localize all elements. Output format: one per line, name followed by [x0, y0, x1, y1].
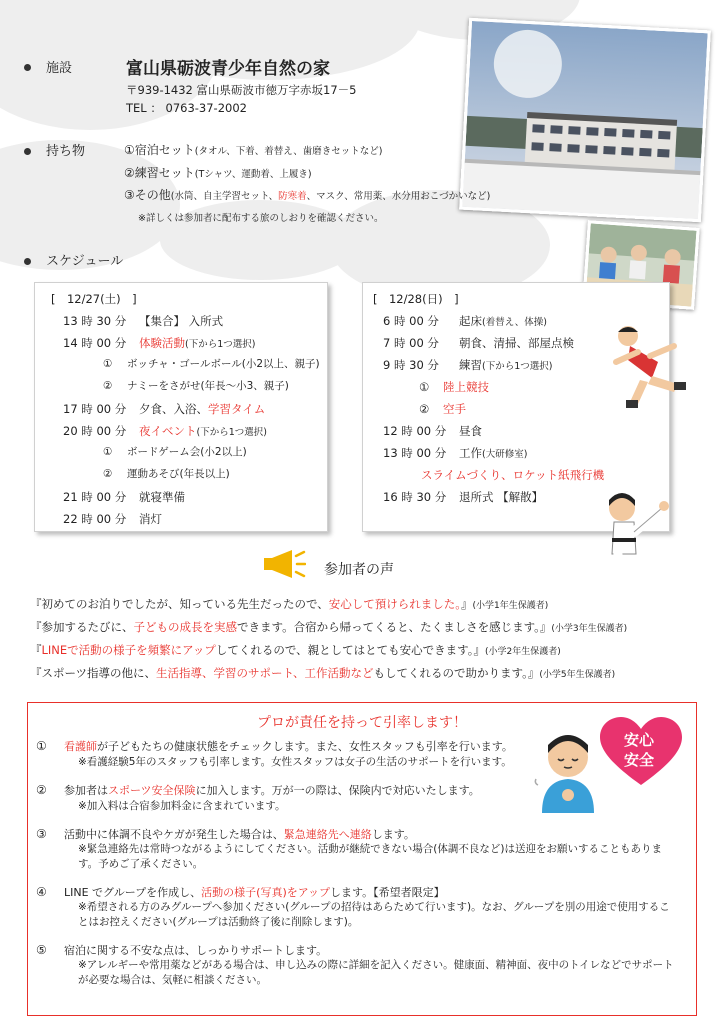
bullet-icon: [24, 64, 31, 71]
item-detail: 、マスク、常用薬、水分用おこづかいなど): [306, 191, 491, 202]
option-text: 陸上競技: [443, 380, 489, 394]
megaphone-icon: [258, 546, 306, 582]
voice-text: もしてくれるので助かります。』: [373, 666, 540, 680]
item-detail: (水筒、自主学習セット、: [170, 191, 279, 202]
day2-row-4: [383, 423, 482, 439]
item-text: に加入します。万が一の際は、保険内で対応いたします。: [195, 784, 480, 797]
item-text: 宿泊に関する不安な点は、しっかりサポートします。: [64, 944, 328, 957]
option-text: ボッチャ・ゴールボール(小2以上、親子): [127, 358, 320, 370]
voice-text: 『初めてのお泊りでしたが、知っている先生だったので、: [30, 597, 329, 611]
activity-note: (着替え、体操): [482, 317, 547, 328]
voices-title: 参加者の声: [324, 562, 394, 578]
day1-option: [103, 356, 320, 371]
activity-note: (下から1つ選択): [185, 339, 256, 350]
safety-item-3: [36, 827, 686, 875]
item-highlight: スポーツ安全保険: [108, 784, 196, 797]
item-note: ※緊急連絡先は常時つながるようにしてください。活動が継続できない場合(体調不良など)は送迎をお願いすることもあります。予めご了承ください。: [78, 843, 662, 870]
activity: 消灯: [139, 512, 162, 526]
schedule-label: スケジュール: [46, 254, 124, 269]
item-main: ②練習セット: [124, 166, 195, 180]
facility-photo: [459, 18, 711, 222]
voice-highlight: 安心して預けられました。: [328, 597, 462, 611]
day1-row-6: [63, 511, 162, 527]
day1-row-5: [63, 489, 185, 505]
option-number: ②: [419, 402, 430, 416]
option-number: ①: [419, 380, 430, 394]
option-text: 運動あそび(年長以上): [127, 468, 230, 480]
voice-author: (小学3年生保護者): [551, 624, 628, 634]
day2-option: [419, 401, 466, 417]
voice-2: [30, 619, 627, 635]
day1-option: [103, 444, 247, 459]
item-highlight: 看護師: [64, 740, 97, 753]
voice-highlight: 子どもの成長を実感: [133, 620, 237, 634]
belongings-item-1: [124, 141, 383, 158]
activity: 夕食、入浴、: [139, 402, 208, 416]
time: 9 時 30 分: [383, 358, 439, 372]
item-main: ①宿泊セット: [124, 143, 195, 157]
belongings-item-2: [124, 164, 312, 181]
item-highlight: 緊急連絡先へ連絡: [283, 828, 372, 841]
voice-text: 『スポーツ指導の他に、: [30, 666, 157, 680]
item-number: ③: [36, 827, 47, 841]
activity: 昼食: [459, 424, 482, 438]
activity: 【集合】 入所式: [139, 314, 224, 328]
option-number: ②: [103, 468, 113, 480]
schedule-day1-box: [34, 282, 328, 532]
facility-name: 富山県砺波青少年自然の家: [126, 59, 330, 79]
safety-item-5: [36, 943, 686, 991]
safety-box: [27, 702, 697, 1016]
item-text: します。【希望者限定】: [329, 886, 445, 899]
time: 13 時 30 分: [63, 314, 127, 328]
bullet-icon: [24, 258, 31, 265]
day1-row-2: [63, 335, 255, 351]
voice-4: [30, 665, 615, 681]
time: 14 時 00 分: [63, 336, 127, 350]
item-text: します。: [371, 828, 415, 841]
bullet-icon: [24, 148, 31, 155]
voice-text: 』: [461, 597, 473, 611]
day2-row-1: [383, 313, 547, 329]
day2-craft-detail: スライムづくり、ロケット紙飛行機: [421, 468, 605, 482]
activity-highlight: 学習タイム: [208, 402, 266, 416]
belongings-item-3: [124, 186, 490, 203]
time: 20 時 00 分: [63, 424, 127, 438]
activity-note: (大研修室): [482, 449, 528, 460]
safety-item-4: [36, 885, 686, 933]
item-number: ①: [36, 739, 47, 753]
activity-highlight: 体験活動: [139, 336, 185, 350]
item-detail-highlight: 防寒着: [278, 191, 307, 202]
day2-row-5: [383, 445, 527, 461]
activity-note: (下から1つ選択): [196, 427, 267, 438]
day1-header: [ 12/27(土) ]: [51, 292, 137, 306]
voice-text: できます。合宿から帰ってくると、たくましさを感じます。』: [237, 620, 552, 634]
day2-row-2: [383, 335, 574, 351]
activity: 工作: [459, 446, 482, 460]
activity-highlight: 夜イベント: [139, 424, 197, 438]
day2-row-6: [383, 489, 543, 505]
item-number: ④: [36, 885, 47, 899]
belongings-note: ※詳しくは参加者に配布する旅のしおりを確認ください。: [138, 213, 384, 224]
runner-illustration: [608, 322, 700, 410]
building-image: [462, 21, 707, 219]
item-number: ②: [36, 783, 47, 797]
time: 6 時 00 分: [383, 314, 439, 328]
item-note: ※加入料は合宿参加料金に含まれています。: [78, 800, 286, 812]
activity-note: (下から1つ選択): [482, 361, 553, 372]
time: 7 時 00 分: [383, 336, 439, 350]
option-text: ボードゲーム会(小2以上): [127, 446, 247, 458]
time: 16 時 30 分: [383, 490, 447, 504]
day1-option: [103, 466, 230, 481]
activity: 練習: [459, 358, 482, 372]
facility-tel: TEL ： 0763-37-2002: [126, 101, 247, 115]
badge-text-2: 安全: [624, 751, 655, 769]
item-note: ※看護経験5年のスタッフも引率します。女性スタッフは女子の生活のサポートを行います。: [78, 756, 512, 768]
item-text: LINE でグループを作成し、: [64, 886, 202, 899]
voice-author: (小学5年生保護者): [539, 670, 616, 680]
day2-option: [419, 379, 489, 395]
voice-highlight: LINEで活動の様子を頻繁にアップ: [41, 643, 216, 657]
day1-row-1: [63, 313, 223, 329]
badge-text-1: 安心: [624, 731, 655, 749]
option-text: ナミーをさがせ(年長～小3、親子): [127, 380, 289, 392]
item-text: 参加者は: [64, 784, 108, 797]
time: 12 時 00 分: [383, 424, 447, 438]
activity: 起床: [459, 314, 482, 328]
item-detail: (Tシャツ、運動着、上履き): [194, 169, 312, 180]
option-text: 空手: [443, 402, 466, 416]
time: 13 時 00 分: [383, 446, 447, 460]
voice-text: 『参加するたびに、: [30, 620, 134, 634]
voice-author: (小学2年生保護者): [484, 647, 561, 657]
voice-1: [30, 596, 548, 612]
karate-illustration: [600, 488, 670, 580]
day2-header: [ 12/28(日) ]: [373, 292, 459, 306]
item-main: ③その他: [124, 188, 171, 202]
time: 21 時 00 分: [63, 490, 127, 504]
voice-author: (小学1年生保護者): [472, 601, 549, 611]
time: 22 時 00 分: [63, 512, 127, 526]
activity: 朝食、清掃、部屋点検: [459, 336, 574, 350]
item-highlight: 活動の様子(写真)をアップ: [201, 886, 330, 899]
voice-highlight: 生活指導、学習のサポート、工作活動など: [156, 666, 374, 680]
item-text: 活動中に体調不良やケガが発生した場合は、: [64, 828, 284, 841]
day1-row-3: [63, 401, 265, 417]
facility-label: 施設: [46, 61, 73, 76]
facility-address: 〒939-1432 富山県砺波市徳万字赤坂17－5: [126, 83, 357, 97]
activity: 就寝準備: [139, 490, 185, 504]
option-number: ①: [103, 358, 113, 370]
item-detail: (タオル、下着、着替え、歯磨きセットなど): [194, 146, 383, 157]
belongings-label: 持ち物: [46, 144, 86, 159]
safety-title: プロが責任を持って引率します！: [257, 715, 467, 731]
item-note: ※アレルギーや常用薬などがある場合は、申し込みの際に詳細を記入ください。健康面、精神面、夜中のトイレなどでサポートが必要な場合は、気軽に相談ください。: [78, 959, 674, 986]
relieved-person-illustration: [532, 731, 604, 813]
safety-item-2: [36, 783, 556, 817]
activity: 退所式 【解散】: [459, 490, 544, 504]
voice-text: 『: [30, 643, 42, 657]
item-number: ⑤: [36, 943, 47, 957]
voice-text: してくれるので、親としてはとても安心できます。』: [215, 643, 485, 657]
time: 17 時 00 分: [63, 402, 127, 416]
day2-row-3: [383, 357, 552, 373]
item-note: ※希望される方のみグループへ参加ください(グループの招待はあらためて行います)。なお、グループを別の用途で使用することはお控えください(グループは活動終了後に削除します)。: [78, 901, 670, 928]
safety-item-1: [36, 739, 556, 773]
option-number: ①: [103, 446, 113, 458]
voice-3: [30, 642, 561, 658]
day1-row-4: [63, 423, 267, 439]
option-number: ②: [103, 380, 113, 392]
day1-option: [103, 378, 289, 393]
item-text: が子どもたちの健康状態をチェックします。また、女性スタッフも引率を行います。: [97, 740, 513, 753]
